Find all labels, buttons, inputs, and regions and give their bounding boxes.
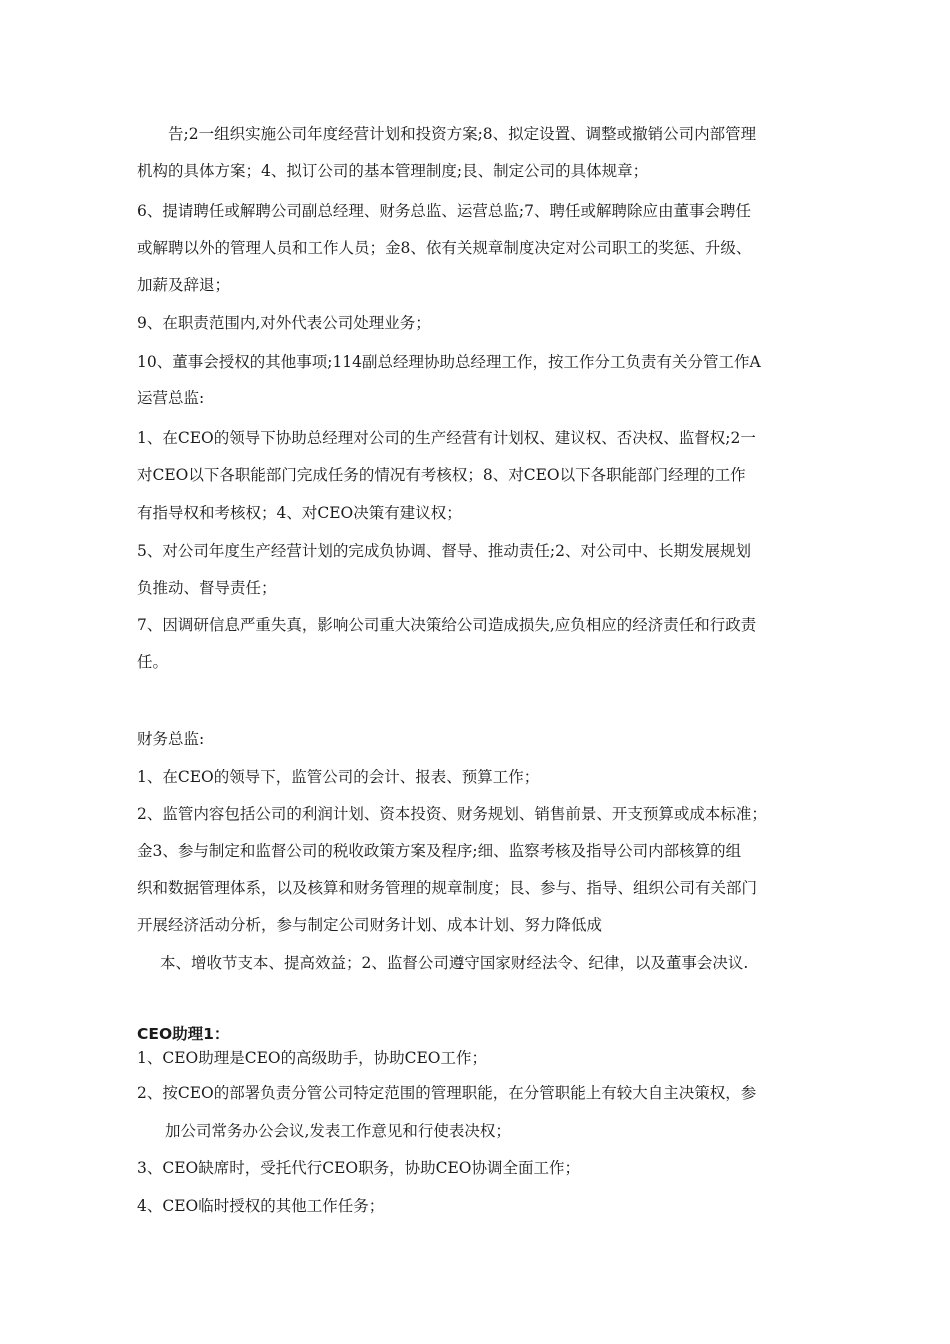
paragraph-line: 织和数据管理体系，以及核算和财务管理的规章制度；艮、参与、指导、组织公司有关部门: [137, 879, 758, 897]
paragraph-line: 6、提请聘任或解聘公司副总经理、财务总监、运营总监;7、聘任或解聘除应由董事会聘任: [137, 202, 751, 220]
paragraph-line: 对CEO以下各职能部门完成任务的情况有考核权；8、对CEO以下各职能部门经理的工作: [137, 466, 746, 484]
section-title-ceo-assistant: CEO助理1：: [137, 1025, 230, 1043]
paragraph-line: 或解聘以外的管理人员和工作人员；金8、依有关规章制度决定对公司职工的奖惩、升级、: [137, 239, 752, 257]
paragraph-line: 告;2一组织实施公司年度经营计划和投资方案;8、拟定设置、调整或撤销公司内部管理: [168, 125, 757, 143]
paragraph-line: 9、在职责范围内,对外代表公司处理业务；: [137, 314, 431, 332]
paragraph-line: 5、对公司年度生产经营计划的完成负协调、督导、推动责任;2、对公司中、长期发展规划: [137, 542, 751, 560]
paragraph-line: 1、在CEO的领导下，监管公司的会计、报表、预算工作；: [137, 768, 540, 786]
paragraph-line: 负推动、督导责任；: [137, 579, 277, 597]
paragraph-line: 开展经济活动分析，参与制定公司财务计划、成本计划、努力降低成: [137, 916, 603, 934]
paragraph-line: 任。: [137, 653, 169, 671]
paragraph-line: 1、在CEO的领导下协助总经理对公司的生产经营有计划权、建议权、否决权、监督权;2一: [137, 429, 756, 447]
section-title-finance-director: 财务总监:: [137, 730, 205, 748]
paragraph-line: 机构的具体方案；4、拟订公司的基本管理制度;艮、制定公司的具体规章；: [137, 162, 649, 180]
paragraph-line: 4、CEO临时授权的其他工作任务；: [137, 1197, 385, 1215]
paragraph-line: 7、因调研信息严重失真，影响公司重大决策给公司造成损失,应负相应的经济责任和行政责: [137, 616, 757, 634]
paragraph-line: 金3、参与制定和监督公司的税收政策方案及程序;细、监察考核及指导公司内部核算的组: [137, 842, 742, 860]
paragraph-line: 10、董事会授权的其他事项;114副总经理协助总经理工作，按工作分工负责有关分管工作A: [137, 353, 761, 371]
section-title-ops-director: 运营总监:: [137, 389, 205, 407]
paragraph-line: 2、按CEO的部署负责分管公司特定范围的管理职能，在分管职能上有较大自主决策权，参: [137, 1084, 757, 1102]
paragraph-line: 2、监管内容包括公司的利润计划、资本投资、财务规划、销售前景、开支预算或成本标准；: [137, 805, 767, 823]
paragraph-line: 3、CEO缺席时，受托代行CEO职务，协助CEO协调全面工作；: [137, 1159, 581, 1177]
paragraph-line: 1、CEO助理是CEO的高级助手，协助CEO工作；: [137, 1049, 488, 1067]
paragraph-line: 加薪及辞退；: [137, 276, 231, 294]
paragraph-line: 有指导权和考核权；4、对CEO决策有建议权；: [137, 504, 462, 522]
paragraph-line: 加公司常务办公会议,发表工作意见和行使表决权；: [165, 1122, 511, 1140]
paragraph-line: 本、增收节支本、提高效益；2、监督公司遵守国家财经法令、纪律，以及董事会决议.: [160, 954, 749, 972]
